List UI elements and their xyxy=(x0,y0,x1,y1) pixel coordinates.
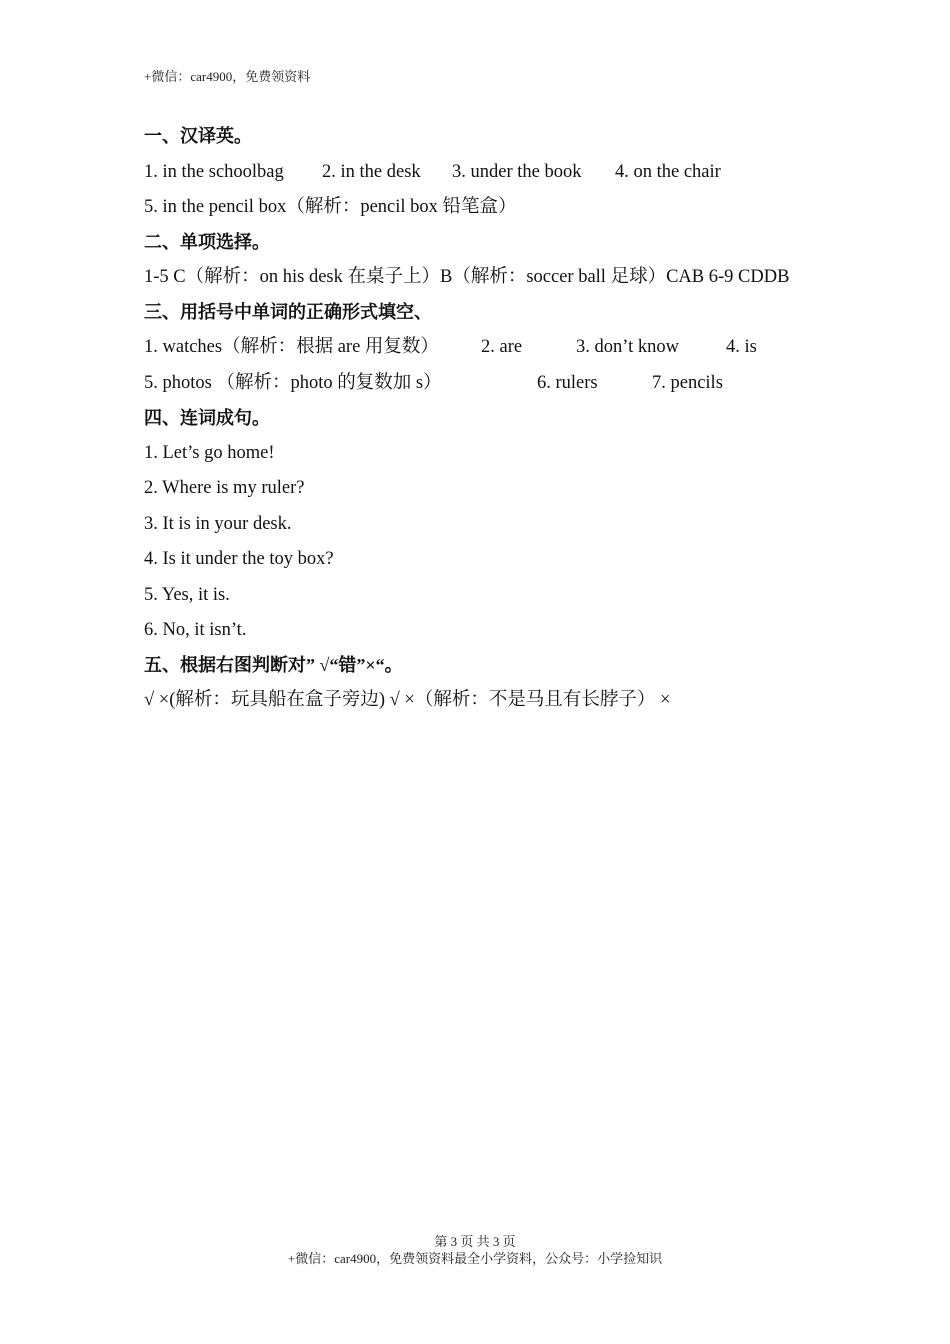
section-5-row-1: √ ×(解析：玩具船在盒子旁边) √ ×（解析：不是马且有长脖子） × xyxy=(144,690,671,710)
section-title-4: 四、连词成句。 xyxy=(144,408,270,428)
sentence-1: 1. Let’s go home! xyxy=(144,443,275,463)
answer-3-7: 7. pencils xyxy=(652,373,723,393)
section-title-3: 三、用括号中单词的正确形式填空、 xyxy=(144,302,432,322)
section-2-row-1: 1-5 C（解析：on his desk 在桌子上）B（解析：soccer ball 足球）CAB 6-9 CDDB xyxy=(144,267,790,287)
sentence-4: 4. Is it under the toy box? xyxy=(144,549,334,569)
section-title-2: 二、单项选择。 xyxy=(144,232,270,252)
page-header: +微信：car4900，免费领资料 xyxy=(144,69,311,84)
answer-3-2: 2. are xyxy=(481,337,523,357)
footer-note: +微信：car4900，免费领资料最全小学资料，公众号：小学捡知识 xyxy=(287,1251,663,1266)
sentence-3: 3. It is in your desk. xyxy=(144,514,292,534)
sentence-5: 5. Yes, it is. xyxy=(144,585,230,605)
section-1-row-2: 5. in the pencil box（解析：pencil box 铅笔盒） xyxy=(144,197,517,217)
section-title-5: 五、根据右图判断对” √“错”×“。 xyxy=(144,655,403,675)
section-1-row-1 xyxy=(144,160,864,184)
section-3-row-1 xyxy=(144,335,864,359)
sentence-2: 2. Where is my ruler? xyxy=(144,478,305,498)
answer-3-3: 3. don’t know xyxy=(576,337,679,357)
page-number: 第 3 页 共 3 页 xyxy=(434,1234,516,1249)
answer-3-6: 6. rulers xyxy=(537,373,598,393)
answer-3-4: 4. is xyxy=(726,337,757,357)
answer-3-1: 1. watches（解析：根据 are 用复数） xyxy=(144,337,439,357)
section-3-row-2 xyxy=(144,371,864,395)
answer-1-4: 4. on the chair xyxy=(615,162,721,182)
answer-1-3: 3. under the book xyxy=(452,162,582,182)
section-title-1: 一、汉译英。 xyxy=(144,126,252,146)
answer-1-2: 2. in the desk xyxy=(322,162,421,182)
answer-3-5: 5. photos （解析：photo 的复数加 s） xyxy=(144,373,442,393)
answer-1-1: 1. in the schoolbag xyxy=(144,162,284,182)
sentence-6: 6. No, it isn’t. xyxy=(144,620,247,640)
